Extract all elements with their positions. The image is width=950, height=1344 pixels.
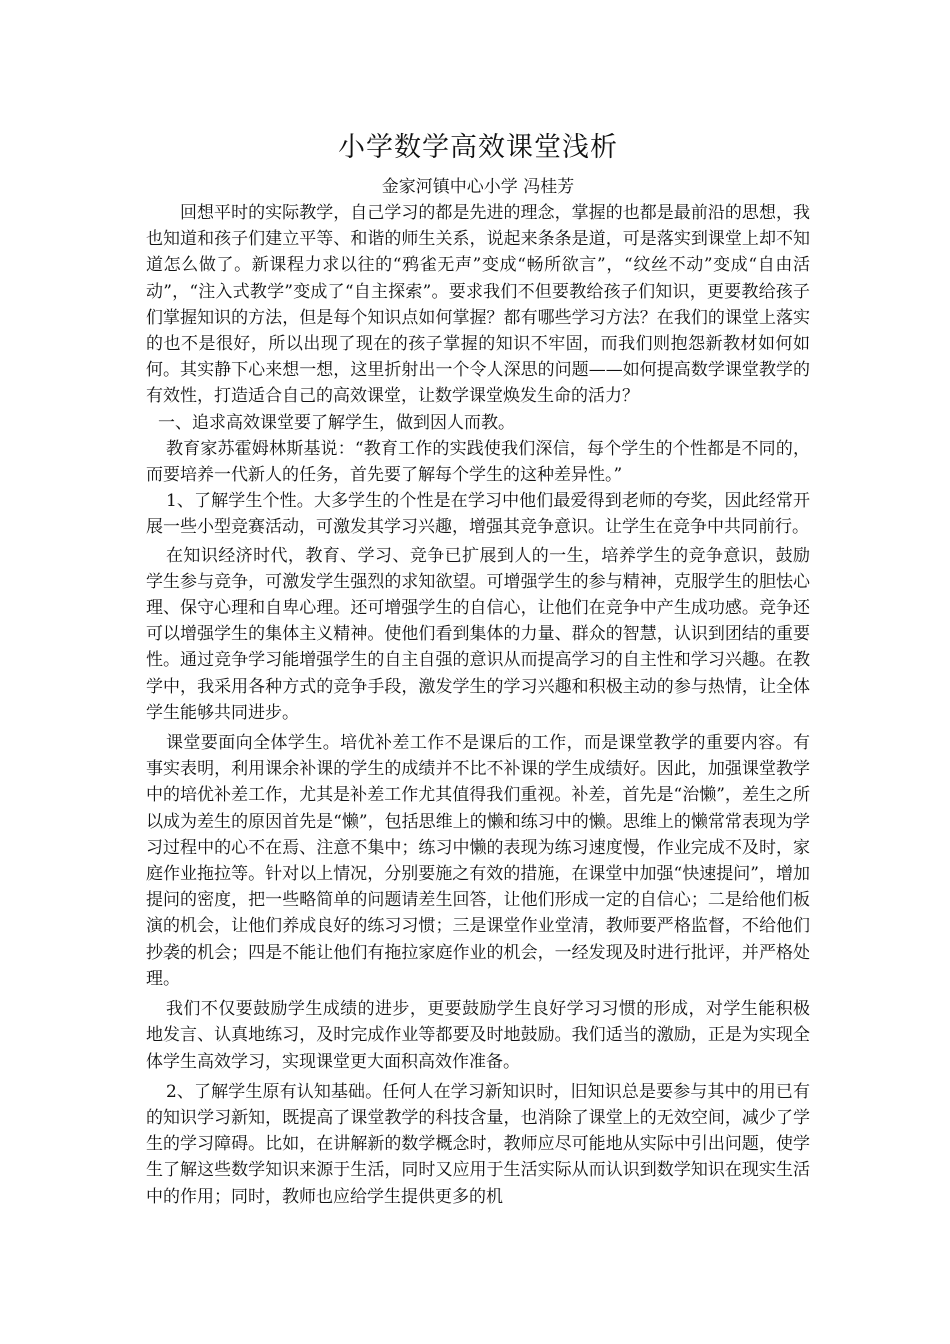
subheading-paragraph-2: 2、了解学生原有认知基础。任何人在学习新知识时，旧知识总是要参与其中的用已有的知识学习新知，既提高了课堂教学的科技含量，也消除了课堂上的无效空间，减少了学生的学习障碍。比如，在讲解新的数学概念时，教师应尽可能地从实际中引出问题，使学生了解这些数学知识来源于生活，同时又应用于生活实际从而认识到数学知识在现实生活中的作用；同时，教师也应给学生提供更多的机 [146, 1081, 810, 1207]
competition-paragraph: 在知识经济时代，教育、学习、竞争已扩展到人的一生，培养学生的竞争意识，鼓励学生参与竞争，可激发学生强烈的求知欲望。可增强学生的参与精神，克服学生的胆怯心理、保守心理和自卑心理。还可增强学生的自信心，让他们在竞争中产生成功感。竞争还可以增强学生的集体主义精神。使他们看到集体的力量、群众的智慧，认识到团结的重要性。通过竞争学习能增强学生的自主自强的意识从而提高学习的自主性和学习兴趣。在教学中，我采用各种方式的竞争手段，激发学生的学习兴趣和积极主动的参与热情，让全体学生能够共同进步。 [146, 545, 810, 723]
intro-paragraph: 回想平时的实际教学，自己学习的都是先进的理念，掌握的也都是最前沿的思想，我也知道和孩子们建立平等、和谐的师生关系，说起来条条是道，可是落实到课堂上却不知道怎么做了。新课程力求以往的“鸦雀无声”变成“畅所欲言”，“纹丝不动”变成“自由活动”，“注入式教学”变成了“自主探索”。要求我们不但要教给孩子们知识，更要教给孩子们掌握知识的方法，但是每个知识点如何掌握？都有哪些学习方法？在我们的课堂上落实的也不是很好，所以出现了现在的孩子掌握的知识不牢固，而我们则抱怨新教材如何如何。其实静下心来想一想，这里折射出一个令人深思的问题——如何提高数学课堂教学的有效性，打造适合自己的高效课堂，让数学课堂焕发生命的活力？ [146, 203, 810, 407]
document-title: 小学数学高效课堂浅析 [338, 132, 618, 163]
document-author: 金家河镇中心小学 冯桂芳 [381, 177, 575, 197]
document-page [146, 128, 810, 1210]
section-heading-1: 一、追求高效课堂要了解学生，做到因人而教。 [158, 412, 515, 433]
all-students-paragraph: 课堂要面向全体学生。培优补差工作不是课后的工作，而是课堂教学的重要内容。有事实表明，利用课余补课的学生的成绩并不比不补课的学生成绩好。因此，加强课堂教学中的培优补差工作，尤其是补差工作尤其值得我们重视。补差，首先是“治懒”，差生之所以成为差生的原因首先是“懒”，包括思维上的懒和练习中的懒。思维上的懒常常表现为学习过程中的心不在焉、注意不集中；练习中懒的表现为练习速度慢，作业完成不及时，家庭作业拖拉等。针对以上情况，分别要施之有效的措施，在课堂中加强“快速提问”，增加提问的密度，把一些略简单的问题请差生回答，让他们形成一定的自信心；二是给他们板演的机会，让他们养成良好的练习习惯；三是课堂作业堂清，教师要严格监督，不给他们抄袭的机会；四是不能让他们有拖拉家庭作业的机会，一经发现及时进行批评，并严格处理。 [146, 733, 810, 989]
encouragement-paragraph: 我们不仅要鼓励学生成绩的进步，更要鼓励学生良好学习习惯的形成，对学生能积极地发言、认真地练习，及时完成作业等都要及时地鼓励。我们适当的激励，正是为实现全体学生高效学习，实现课堂更大面积高效作准备。 [146, 999, 810, 1072]
subheading-paragraph-1: 1、了解学生个性。大多学生的个性是在学习中他们最爱得到老师的夸奖，因此经常开展一些小型竞赛活动，可激发其学习兴趣，增强其竞争意识。让学生在竞争中共同前行。 [146, 491, 810, 538]
quote-paragraph: 教育家苏霍姆林斯基说：“教育工作的实践使我们深信，每个学生的个性都是不同的，而要培养一代新人的任务，首先要了解每个学生的这种差异性。” [146, 438, 810, 486]
